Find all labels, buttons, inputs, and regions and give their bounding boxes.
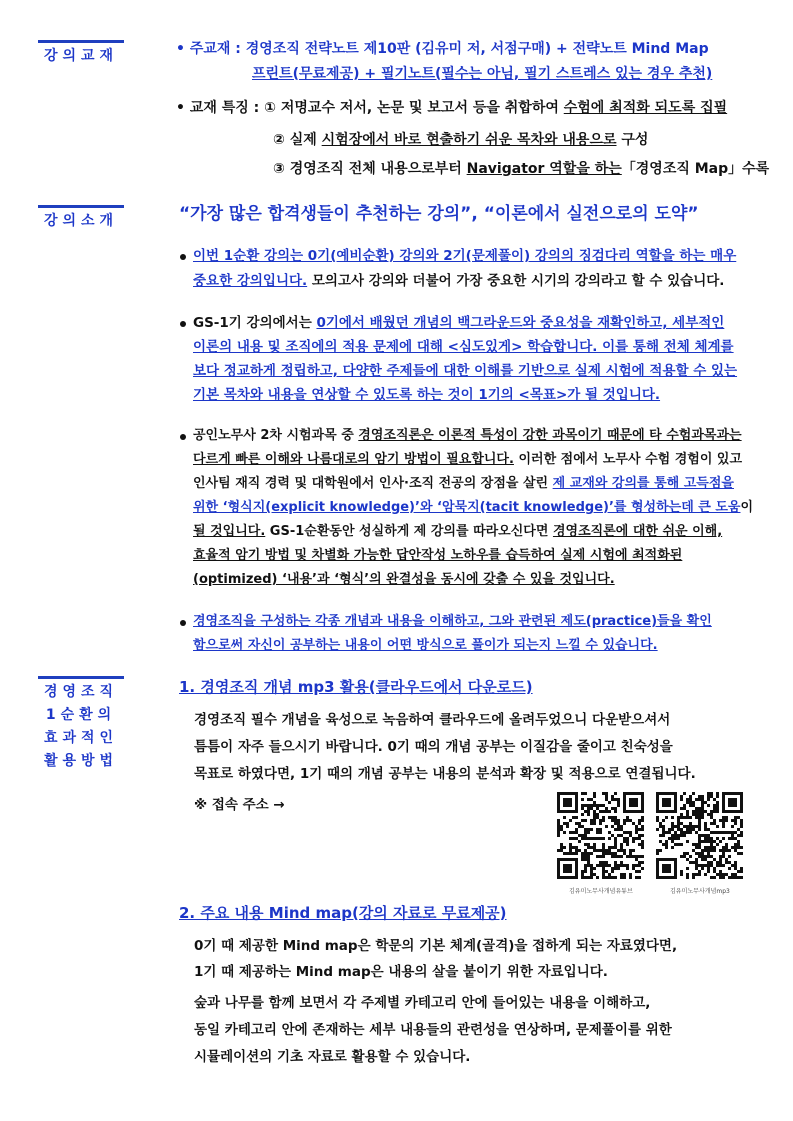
bullet-dot-icon	[180, 254, 186, 260]
usage-s1-title: 1. 경영조직 개념 mp3 활용(클라우드에서 다운로드)	[179, 678, 533, 696]
intro-p3-line2: 다르게 빠른 이해와 나름대로의 암기 방법이 필요합니다. 이러한 점에서 노무사 수험 경험이 있고	[193, 452, 743, 467]
intro-p1-line2: 중요한 강의입니다. 모의고사 강의와 더불어 가장 중요한 시기의 강의라고 할 수 있습니다.	[193, 273, 725, 289]
qr-caption-youtube: 김유미노무사개념유튜브	[569, 888, 633, 895]
qr-code-icon[interactable]	[557, 792, 644, 879]
textbook-main-line1: • 주교재 : 경영조직 전략노트 제10판 (김유미 저, 서점구매) + 전략노트 Mind Map	[176, 41, 709, 57]
textbook-feature-3: ③ 경영조직 전체 내용으로부터 Navigator 역할을 하는「경영조직 Map」수록	[273, 161, 770, 177]
intro-p3-line1: 공인노무사 2차 시험과목 중 경영조직론은 이론적 특성이 강한 과목이기 때문에 타 수험과목과는	[193, 428, 742, 443]
intro-p2-line1: GS-1기 강의에서는 0기에서 배웠던 개념의 백그라운드와 중요성을 재확인하고, 세부적인	[193, 315, 725, 331]
intro-p3-line5: 될 것입니다. GS-1순환동안 성실하게 제 강의를 따라오신다면 경영조직론에 대한 쉬운 이해,	[193, 524, 723, 539]
bullet-dot-icon	[180, 321, 186, 327]
textbook-feature-1: • 교재 특징 : ① 저명교수 저서, 논문 및 보고서 등을 취합하여 수험에 최적화 되도록 집필	[176, 100, 728, 116]
usage-s1-line3: 목표로 하였다면, 1기 때의 개념 공부는 내용의 분석과 확장 및 적용으로 연결됩니다.	[194, 766, 696, 782]
intro-p1-line1: 이번 1순환 강의는 0기(예비순환) 강의와 2기(문제풀이) 강의의 징검다리 역할을 하는 매우	[193, 248, 737, 264]
bullet-dot-icon: •	[176, 100, 185, 116]
intro-p4-line1: 경영조직을 구성하는 각종 개념과 내용을 이해하고, 그와 관련된 제도(practice)들을 확인	[193, 614, 712, 629]
textbook-main-line2: 프린트(무료제공) + 필기노트(필수는 아님, 필기 스트레스 있는 경우 추천)	[252, 66, 713, 82]
bullet-dot-icon	[180, 434, 186, 440]
label-intro: 강의소개	[38, 205, 124, 232]
usage-s2-line1: 0기 때 제공한 Mind map은 학문의 기본 체계(골격)을 접하게 되는 자료였다면,	[194, 938, 678, 954]
intro-p3-line3: 인사팀 재직 경력 및 대학원에서 인사·조직 전공의 장점을 살린 제 교재와 강의를 통해 고득점을	[193, 476, 734, 491]
intro-p3-line4: 위한 ‘형식지(explicit knowledge)’와 ‘암묵지(tacit knowledge)’를 형성하는데 큰 도움이	[193, 500, 754, 515]
bullet-dot-icon: •	[176, 41, 185, 57]
intro-p3-line6: 효율적 암기 방법 및 차별화 가능한 답안작성 노하우를 습득하여 실제 시험에 최적화된	[193, 548, 683, 563]
usage-s2-line5: 시뮬레이션의 기초 자료로 활용할 수 있습니다.	[194, 1049, 471, 1065]
label-textbook: 강의교재	[38, 40, 124, 67]
usage-s1-line1: 경영조직 필수 개념을 육성으로 녹음하여 클라우드에 올려두었으니 다운받으셔서	[194, 712, 671, 728]
intro-p4-line2: 함으로써 자신이 공부하는 내용이 어떤 방식으로 풀이가 되는지 느낄 수 있습니다.	[193, 638, 658, 653]
intro-p2-line2: 이론의 내용 및 조직에의 적용 문제에 대해 <심도있게> 학습합니다. 이를 통해 전체 체계를	[193, 339, 734, 355]
qr-code-icon[interactable]	[656, 792, 743, 879]
usage-s2-line4: 동일 카테고리 안에 존재하는 세부 내용들의 관련성을 연상하며, 문제풀이를 위한	[194, 1022, 672, 1038]
intro-p2-line3: 보다 정교하게 정립하고, 다양한 주제들에 대한 이해를 기반으로 실제 시험에 적용할 수 있는	[193, 363, 738, 379]
qr-caption-mp3: 김유미노무사개념mp3	[670, 888, 730, 895]
textbook-feature-2: ② 실제 시험장에서 바로 현출하기 쉬운 목차와 내용으로 구성	[273, 132, 649, 148]
intro-p3-line7: (optimized) ‘내용’과 ‘형식’의 완결성을 동시에 갖출 수 있을 것입니다.	[193, 572, 615, 587]
intro-headline: “가장 많은 합격생들이 추천하는 강의”, “이론에서 실전으로의 도약”	[179, 204, 699, 224]
intro-p2-line4: 기본 목차와 내용을 연상할 수 있도록 하는 것이 1기의 <목표>가 될 것입니다.	[193, 387, 661, 403]
access-address-label: ※ 접속 주소 →	[194, 797, 285, 813]
bullet-dot-icon	[180, 620, 186, 626]
label-usage: 경영조직 1순환의 효과적인 활용방법	[38, 676, 124, 773]
usage-s1-line2: 틈틈이 자주 들으시기 바랍니다. 0기 때의 개념 공부는 이질감을 줄이고 친숙성을	[194, 739, 673, 755]
usage-s2-line3: 숲과 나무를 함께 보면서 각 주제별 카테고리 안에 들어있는 내용을 이해하고,	[194, 995, 651, 1011]
usage-s2-title: 2. 주요 내용 Mind map(강의 자료로 무료제공)	[179, 904, 507, 922]
usage-s2-line2: 1기 때 제공하는 Mind map은 내용의 살을 붙이기 위한 자료입니다.	[194, 964, 608, 980]
